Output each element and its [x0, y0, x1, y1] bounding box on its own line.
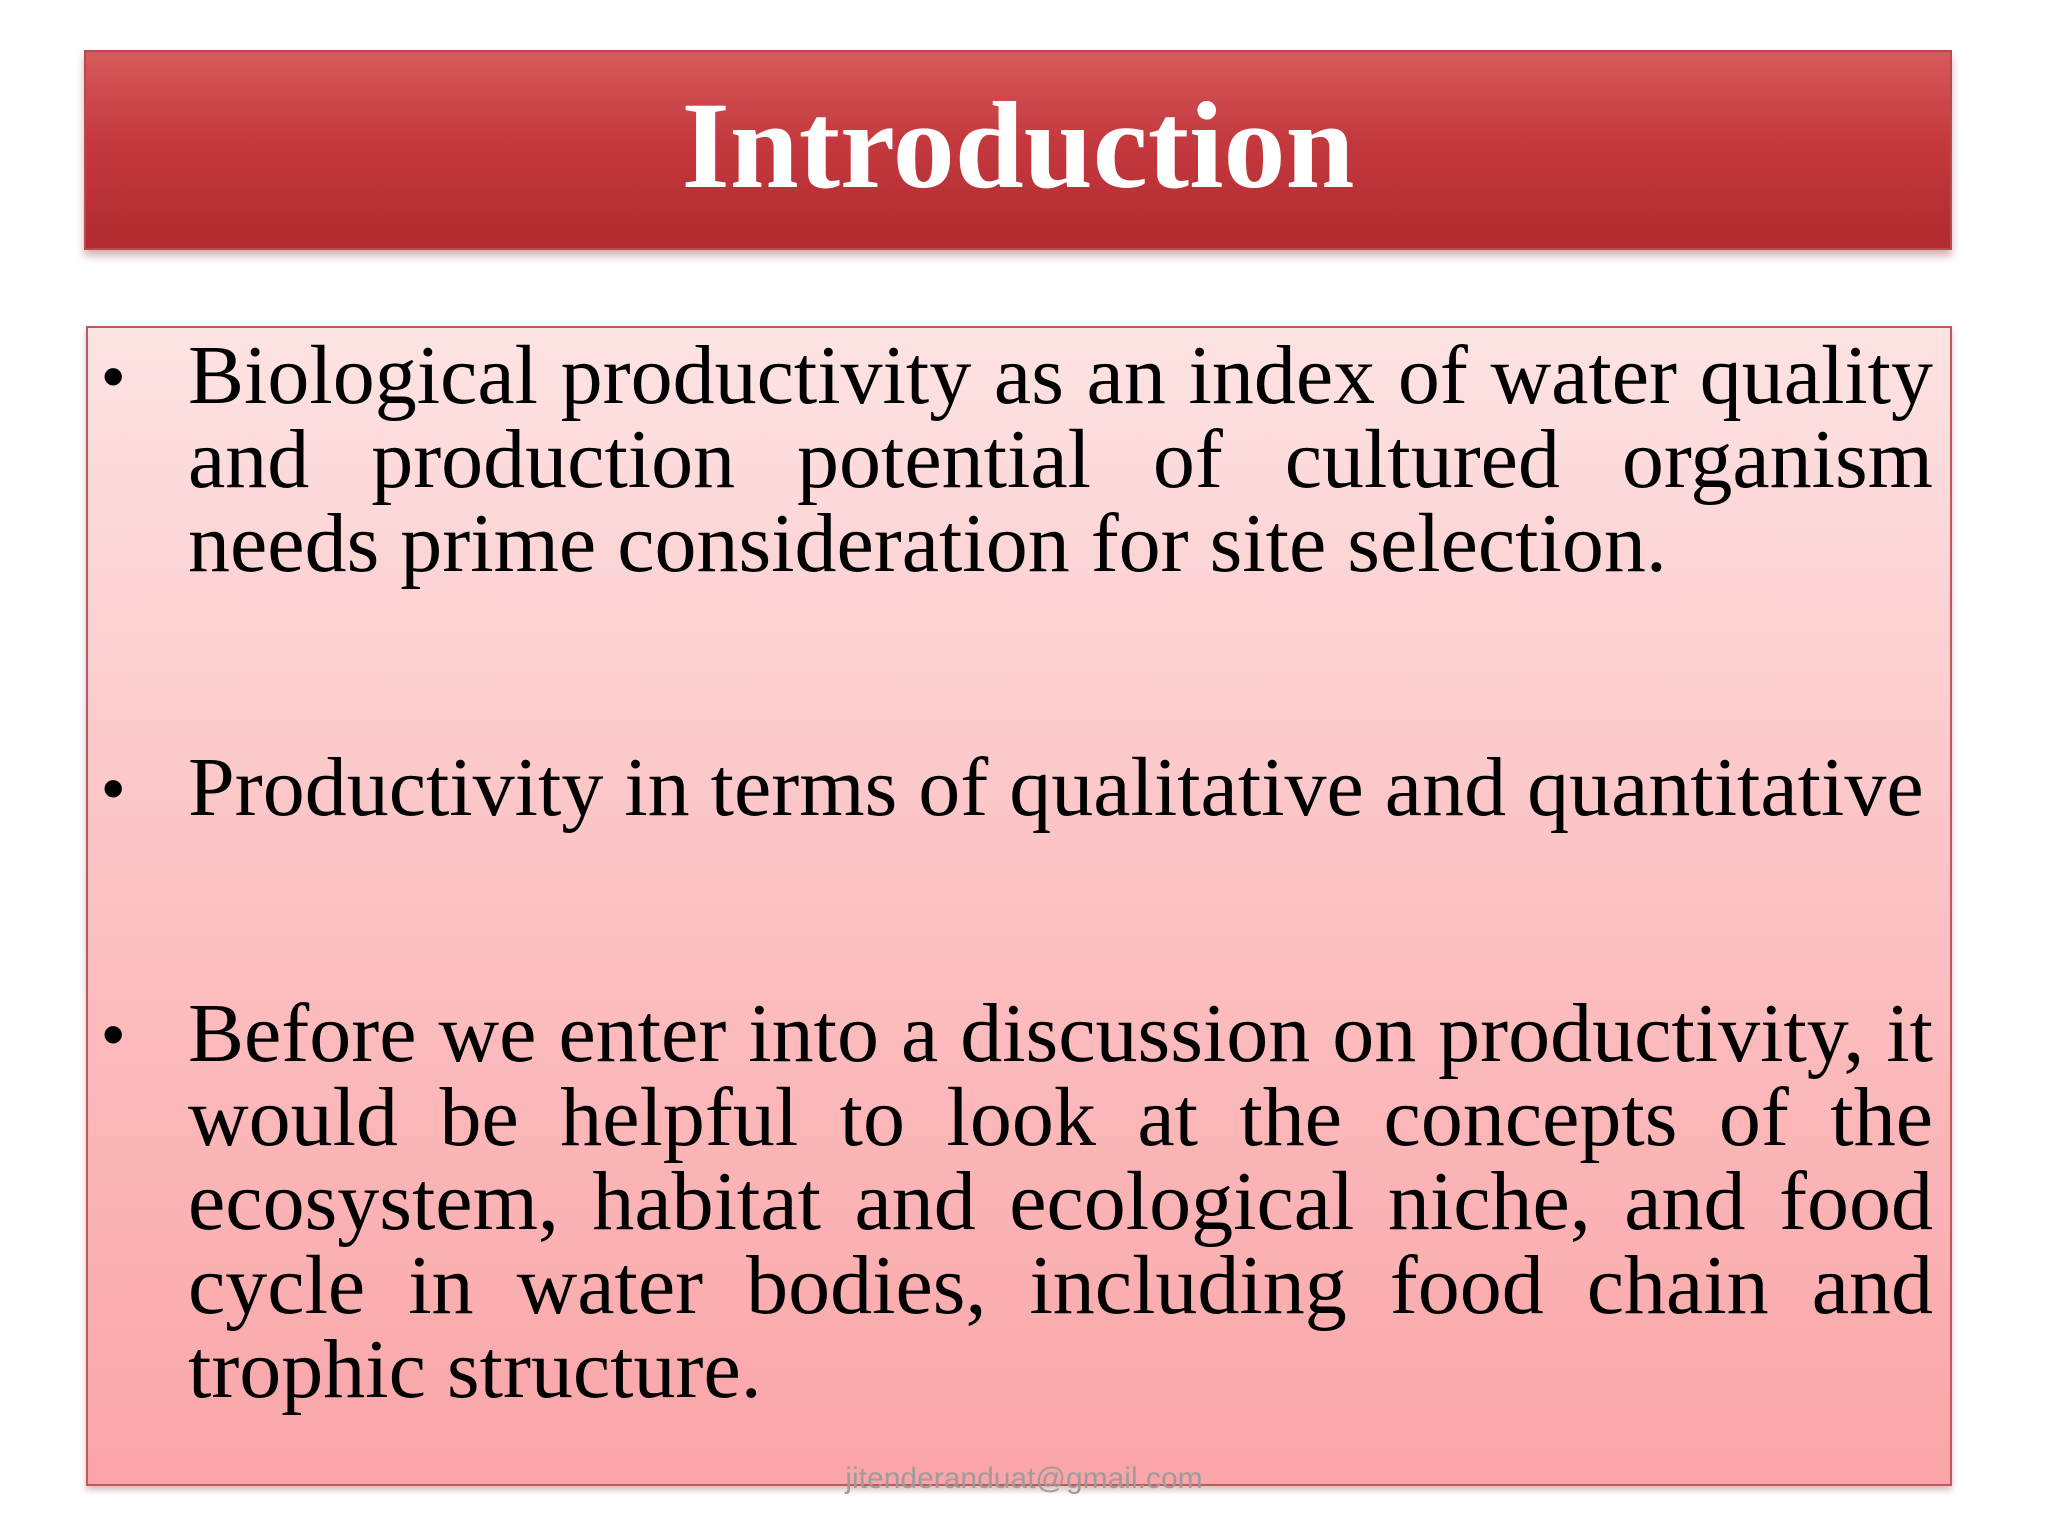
bullet-marker: •	[102, 752, 125, 824]
bullet-text: Before we enter into a discussion on productivity, it would be helpful to look at the concepts of the ecosystem, habitat and ecological niche, and food cycle in water bodies, including food chain and trophic structure.	[188, 987, 1933, 1416]
bullet-marker: •	[102, 998, 125, 1070]
bullet-text: Productivity in terms of qualitative and quantitative	[188, 741, 1924, 834]
title-banner	[84, 50, 1952, 250]
bullet-marker: •	[102, 340, 125, 412]
bullet-item	[102, 987, 1933, 1416]
footer-email: jitenderanduat@gmail.com	[845, 1462, 1203, 1495]
bullet-text: Biological productivity as an index of water quality and production potential of cultured organism needs prime consideration for site selection.	[188, 329, 1933, 590]
bullet-item	[102, 741, 1933, 834]
slide-title: Introduction	[681, 77, 1355, 214]
bullet-item	[102, 329, 1933, 590]
content-box	[86, 326, 1952, 1486]
